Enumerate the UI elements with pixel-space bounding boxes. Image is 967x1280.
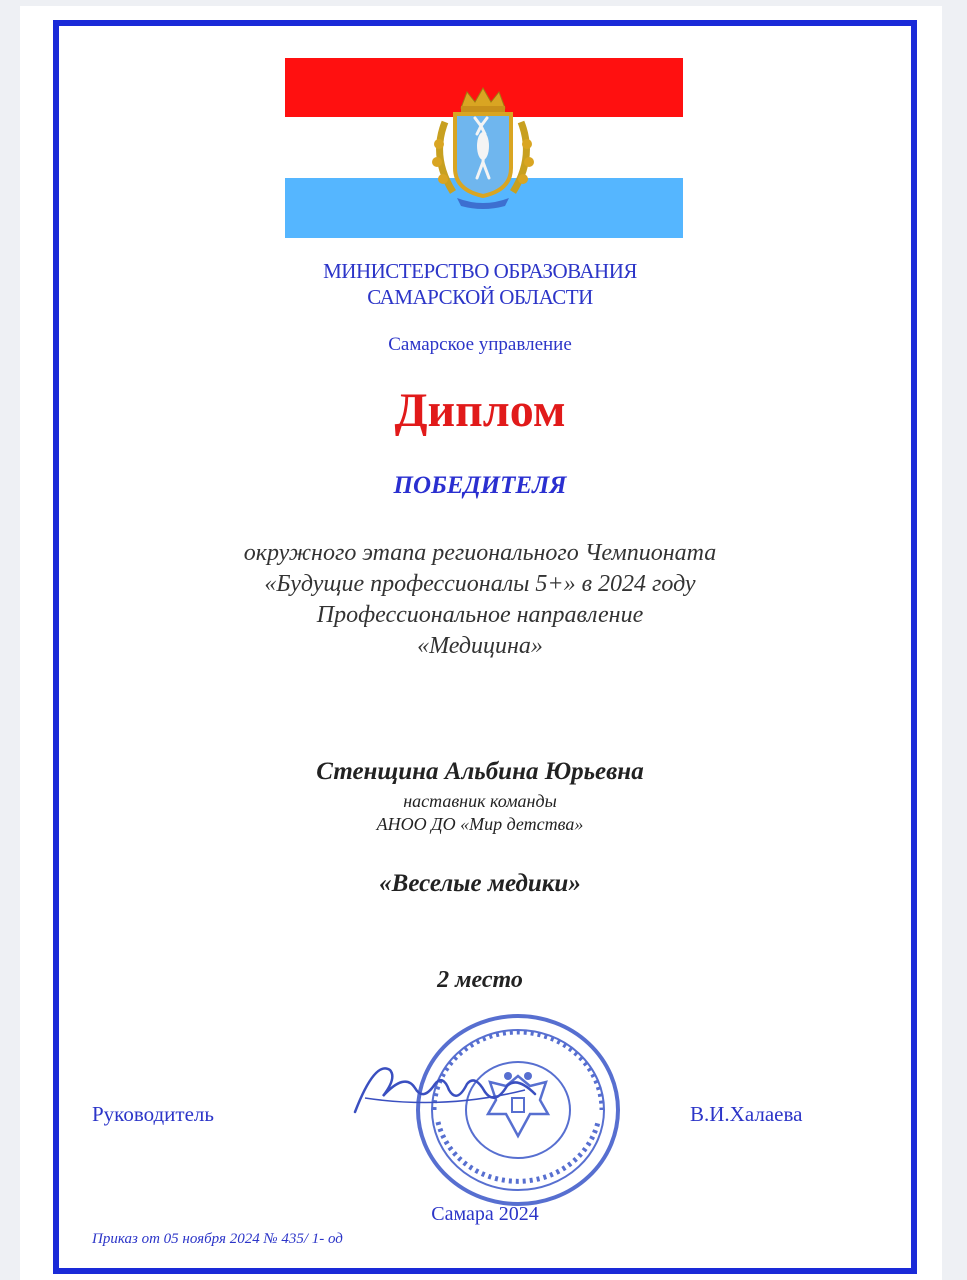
recipient-organization: АНОО ДО «Мир детства» [376, 814, 584, 834]
event-line: «Медицина» [417, 633, 543, 659]
event-line: «Будущие профессионалы 5+» в 2024 году [264, 571, 696, 597]
samara-coat-of-arms-icon [423, 82, 543, 212]
department-name: Самарское управление [388, 334, 572, 355]
leader-label: Руководитель [92, 1102, 214, 1126]
event-line: Профессиональное направление [316, 602, 644, 628]
recipient-name: Стенщина Альбина Юрьевна [316, 758, 644, 785]
recipient-role [60, 790, 900, 836]
award-place: 2 место [437, 967, 523, 993]
diploma-subtitle: ПОБЕДИТЕЛЯ [393, 472, 567, 499]
recipient-role-text: наставник команды [403, 791, 557, 811]
ministry-line-1: МИНИСТЕРСТВО ОБРАЗОВАНИЯ [323, 259, 637, 283]
ministry-line-2: САМАРСКОЙ ОБЛАСТИ [367, 285, 593, 309]
order-reference: Приказ от 05 ноября 2024 № 435/ 1- од [92, 1231, 343, 1247]
diploma-title: Диплом [394, 384, 566, 437]
signer-name: В.И.Халаева [690, 1102, 803, 1126]
event-line: окружного этапа регионального Чемпионата [243, 540, 717, 566]
ministry-name [60, 258, 900, 310]
team-name: «Веселые медики» [379, 870, 581, 897]
city-year: Самара 2024 [431, 1203, 539, 1225]
handwritten-signature [345, 1050, 545, 1120]
event-description [60, 538, 900, 662]
